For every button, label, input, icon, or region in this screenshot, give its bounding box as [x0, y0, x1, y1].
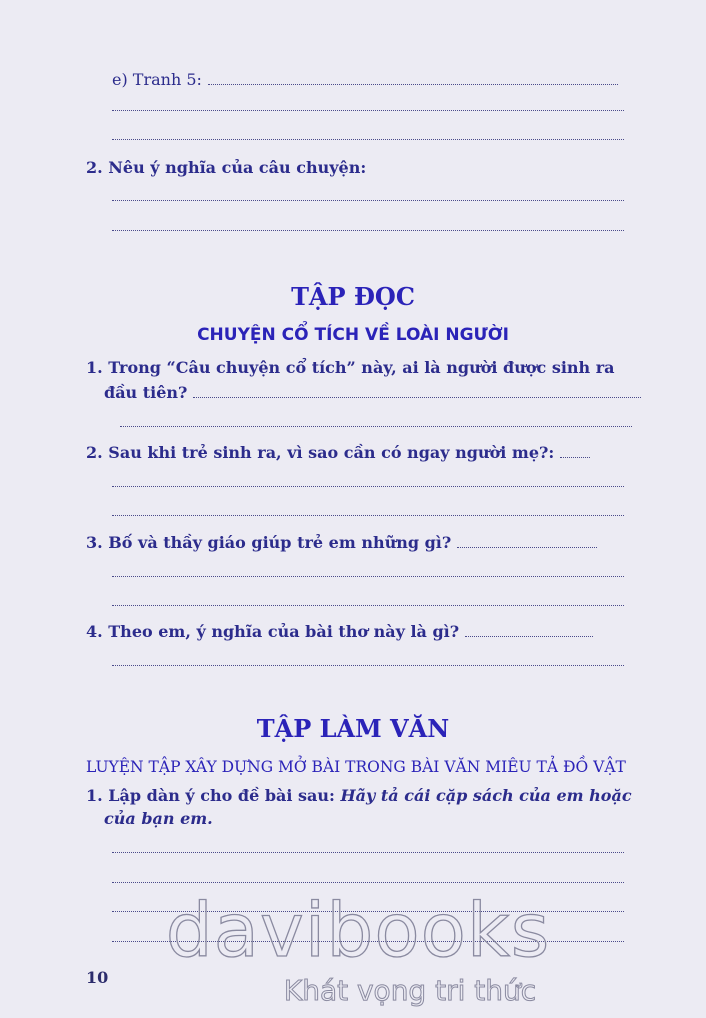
answer-line[interactable] — [193, 397, 641, 398]
answer-line[interactable] — [560, 457, 590, 458]
page-number: 10 — [86, 968, 109, 987]
answer-line[interactable] — [112, 882, 624, 883]
tap-lam-van-question-1-cont: của bạn em. — [104, 809, 213, 828]
answer-line[interactable] — [112, 230, 624, 231]
answer-line[interactable] — [112, 852, 624, 853]
answer-line[interactable] — [112, 515, 624, 516]
tap-lam-van-subheading: LUYỆN TẬP XÂY DỰNG MỞ BÀI TRONG BÀI VĂN MIÊU TẢ ĐỒ VẬT — [86, 758, 626, 776]
answer-line[interactable] — [112, 576, 624, 577]
tap-doc-subheading: CHUYỆN CỔ TÍCH VỀ LOÀI NGƯỜI — [197, 325, 509, 345]
answer-line[interactable] — [457, 547, 597, 548]
answer-line[interactable] — [112, 139, 624, 140]
answer-line[interactable] — [112, 665, 624, 666]
item-e-label: e) Tranh 5: — [112, 70, 618, 89]
answer-line[interactable] — [465, 636, 593, 637]
tap-doc-question-4: 4. Theo em, ý nghĩa của bài thơ này là gì? — [86, 622, 593, 641]
tap-doc-heading: TẬP ĐỌC — [291, 282, 415, 311]
tap-doc-question-3: 3. Bố và thầy giáo giúp trẻ em những gì? — [86, 533, 597, 552]
answer-line[interactable] — [120, 426, 632, 427]
answer-line[interactable] — [208, 84, 618, 85]
watermark-brand: davibooks — [165, 888, 551, 974]
answer-line[interactable] — [112, 200, 624, 201]
tap-doc-question-1: 1. Trong “Câu chuyện cổ tích” này, ai là người được sinh ra — [86, 358, 615, 377]
tap-doc-question-2: 2. Sau khi trẻ sinh ra, vì sao cần có ngay người mẹ?: — [86, 443, 590, 462]
watermark-slogan: Khát vọng tri thức — [283, 974, 537, 1007]
tap-doc-question-1-cont: đầu tiên? — [104, 383, 641, 402]
answer-line[interactable] — [112, 605, 624, 606]
tap-lam-van-question-1: 1. Lập dàn ý cho đề bài sau: Hãy tả cái cặp sách của em hoặc — [86, 786, 632, 805]
answer-line[interactable] — [112, 486, 624, 487]
question-2-meaning: 2. Nêu ý nghĩa của câu chuyện: — [86, 158, 367, 177]
tap-lam-van-heading: TẬP LÀM VĂN — [256, 714, 450, 743]
answer-line[interactable] — [112, 110, 624, 111]
